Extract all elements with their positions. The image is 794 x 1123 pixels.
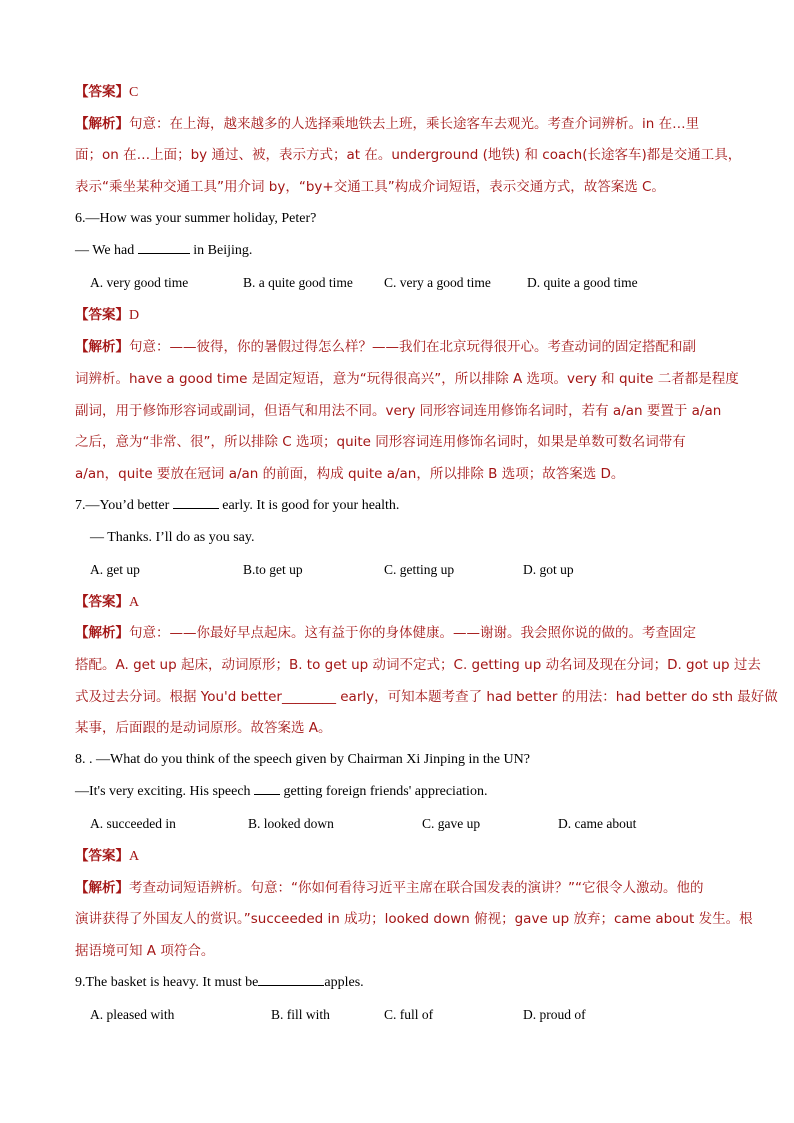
q9-option-a: A. pleased with	[90, 1007, 175, 1022]
stem-text: 7.—You’d better	[75, 498, 170, 513]
reply-text: getting foreign friends' appreciation.	[283, 784, 488, 799]
answer-blank	[173, 496, 219, 509]
stem-text: apples.	[324, 975, 364, 990]
answer-blank	[138, 241, 190, 254]
q7-answer	[75, 592, 725, 613]
answer-label: 【答案】	[75, 84, 129, 100]
q8-analysis-2: 演讲获得了外国友人的赏识。”succeeded in 成功；looked down 俯视；gave up 放弃；came about 发生。根	[75, 911, 753, 927]
analysis-text: 句意：——彼得，你的暑假过得怎么样？——我们在北京玩得很开心。考查动词的固定搭配和副	[129, 339, 696, 355]
analysis-label: 【解析】	[75, 625, 129, 641]
q8-analysis-1	[75, 878, 725, 898]
q8-reply	[75, 782, 725, 802]
q6-option-a: A. very good time	[90, 275, 189, 290]
q6-analysis-2: 词辨析。have a good time 是固定短语，意为“玩得很高兴”，所以排除 A 选项。very 和 quite 二者都是程度	[75, 371, 739, 387]
q8-option-a: A. succeeded in	[90, 816, 176, 831]
stem-text: 9.The basket is heavy. It must be	[75, 975, 259, 990]
q6-answer	[75, 305, 725, 326]
q8-analysis-3: 据语境可知 A 项符合。	[75, 943, 215, 959]
q5-analysis-2: 面；on 在…上面；by 通过、被，表示方式；at 在。underground (地铁) 和 coach(长途客车)都是交通工具，	[75, 147, 742, 163]
answer-blank	[254, 782, 280, 795]
q8-option-d: D. came about	[558, 816, 637, 831]
q5-analysis-1	[75, 114, 725, 134]
q7-reply: — Thanks. I’ll do as you say.	[90, 530, 255, 545]
q6-stem: 6.—How was your summer holiday, Peter?	[75, 211, 317, 226]
analysis-label: 【解析】	[75, 339, 129, 355]
q7-analysis-3: 式及过去分词。根据 You'd better________ early，可知本题考查了 had better 的用法：had better do sth 最好做	[75, 689, 778, 705]
q7-option-b: B.to get up	[243, 562, 303, 577]
q7-option-c: C. getting up	[384, 562, 455, 577]
q8-option-b: B. looked down	[248, 816, 334, 831]
answer-value: A	[129, 595, 140, 610]
answer-label: 【答案】	[75, 307, 129, 323]
analysis-label: 【解析】	[75, 880, 129, 896]
q7-analysis-1	[75, 623, 725, 643]
q7-stem	[75, 496, 725, 516]
q7-option-d: D. got up	[523, 562, 574, 577]
q5-answer	[75, 82, 725, 103]
q6-option-c: C. very a good time	[384, 275, 491, 290]
q6-reply	[75, 241, 725, 261]
reply-text: —It's very exciting. His speech	[75, 784, 251, 799]
q6-analysis-1	[75, 337, 725, 357]
q7-analysis-4: 某事，后面跟的是动词原形。故答案选 A。	[75, 720, 332, 736]
q6-analysis-5: a/an，quite 要放在冠词 a/an 的前面，构成 quite a/an，所以排除 B 选项；故答案选 D。	[75, 466, 625, 482]
analysis-text: 考查动词短语辨析。句意：“你如何看待习近平主席在联合国发表的演讲？”“它很令人激动。他的	[129, 880, 704, 896]
q7-analysis-2: 搭配。A. get up 起床，动词原形；B. to get up 动词不定式；C. getting up 动名词及现在分词；D. got up 过去	[75, 657, 761, 673]
answer-blank	[258, 973, 324, 986]
reply-text: — We had	[75, 243, 135, 258]
q6-option-d: D. quite a good time	[527, 275, 638, 290]
q7-option-a: A. get up	[90, 562, 140, 577]
q9-option-b: B. fill with	[271, 1007, 330, 1022]
analysis-text: 句意：——你最好早点起床。这有益于你的身体健康。——谢谢。我会照你说的做的。考查固定	[129, 625, 696, 641]
q9-option-d: D. proud of	[523, 1007, 586, 1022]
answer-value: C	[129, 85, 139, 100]
answer-value: A	[129, 849, 140, 864]
analysis-label: 【解析】	[75, 116, 129, 132]
analysis-text: 句意：在上海，越来越多的人选择乘地铁去上班，乘长途客车去观光。考查介词辨析。in 在…里	[129, 116, 700, 132]
answer-label: 【答案】	[75, 594, 129, 610]
q9-stem	[75, 973, 725, 993]
reply-text: in Beijing.	[193, 243, 253, 258]
q8-answer	[75, 846, 725, 867]
q6-analysis-3: 副词，用于修饰形容词或副词，但语气和用法不同。very 同形容词连用修饰名词时，若有 a/an 要置于 a/an	[75, 403, 722, 419]
stem-text: early. It is good for your health.	[222, 498, 400, 513]
q6-option-b: B. a quite good time	[243, 275, 353, 290]
q5-analysis-3: 表示“乘坐某种交通工具”用介词 by，“by+交通工具”构成介词短语，表示交通方式，故答案选 C。	[75, 179, 665, 195]
q6-analysis-4: 之后，意为“非常、很”，所以排除 C 选项；quite 同形容词连用修饰名词时，如果是单数可数名词带有	[75, 434, 686, 450]
q9-option-c: C. full of	[384, 1007, 434, 1022]
answer-value: D	[129, 308, 140, 323]
q8-stem: 8. . —What do you think of the speech given by Chairman Xi Jinping in the UN?	[75, 752, 530, 767]
answer-label: 【答案】	[75, 848, 129, 864]
q8-option-c: C. gave up	[422, 816, 481, 831]
